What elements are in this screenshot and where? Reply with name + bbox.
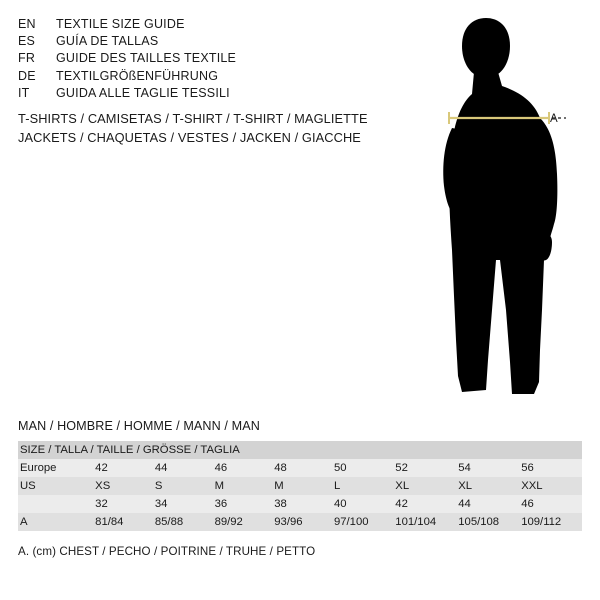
table-header-row xyxy=(18,441,582,459)
cell: 40 xyxy=(332,495,393,513)
table-row xyxy=(18,513,582,531)
cell: 97/100 xyxy=(332,513,393,531)
language-row xyxy=(18,50,348,67)
cell: 42 xyxy=(393,495,456,513)
cell: 32 xyxy=(93,495,153,513)
garment-category-list xyxy=(18,110,378,147)
table-row xyxy=(18,459,582,477)
language-row xyxy=(18,16,348,33)
cell: 36 xyxy=(213,495,273,513)
cell: 34 xyxy=(153,495,213,513)
language-code: IT xyxy=(18,85,30,100)
cell: M xyxy=(213,477,273,495)
cell: XL xyxy=(393,477,456,495)
size-table-wrapper xyxy=(18,441,582,531)
cell: 52 xyxy=(393,459,456,477)
cell: L xyxy=(332,477,393,495)
language-code: EN xyxy=(18,17,36,31)
cell: 89/92 xyxy=(213,513,273,531)
measurement-footnote: A. (cm) CHEST / PECHO / POITRINE / TRUHE / PETTO xyxy=(18,545,316,558)
language-title: GUIDA ALLE TAGLIE TESSILI xyxy=(56,85,230,100)
cell: 50 xyxy=(332,459,393,477)
language-code: FR xyxy=(18,51,36,66)
row-label: Europe xyxy=(18,459,93,477)
row-label xyxy=(18,495,93,513)
cell: 54 xyxy=(456,459,519,477)
cell: 93/96 xyxy=(272,513,332,531)
table-header-label: SIZE / TALLA / TAILLE / GRÖSSE / TAGLIA xyxy=(18,441,582,459)
cell: 81/84 xyxy=(93,513,153,531)
category-tshirts: T-SHIRTS / CAMISETAS / T-SHIRT / T-SHIRT / MAGLIETTE xyxy=(18,111,368,126)
cell: 44 xyxy=(153,459,213,477)
language-title: GUIDE DES TAILLES TEXTILE xyxy=(56,51,237,66)
language-code: ES xyxy=(18,34,36,49)
cell: 109/112 xyxy=(519,513,582,531)
gender-heading: MAN / HOMBRE / HOMME / MANN / MAN xyxy=(18,419,260,433)
cell: 101/104 xyxy=(393,513,456,531)
row-label: US xyxy=(18,477,93,495)
cell: XXL xyxy=(519,477,582,495)
cell: 105/108 xyxy=(456,513,519,531)
row-label: A xyxy=(18,513,93,531)
size-table xyxy=(18,441,582,531)
table-row xyxy=(18,477,582,495)
male-torso-silhouette-svg xyxy=(400,10,600,410)
cell: 56 xyxy=(519,459,582,477)
figure-illustration xyxy=(400,10,600,410)
cell: M xyxy=(272,477,332,495)
language-list xyxy=(18,16,348,102)
cell: XS xyxy=(93,477,153,495)
language-row xyxy=(18,85,348,102)
chest-measure-label: A xyxy=(550,113,558,125)
table-row xyxy=(18,495,582,513)
cell: 46 xyxy=(213,459,273,477)
cell: 38 xyxy=(272,495,332,513)
cell: XL xyxy=(456,477,519,495)
category-jackets: JACKETS / CHAQUETAS / VESTES / JACKEN / GIACCHE xyxy=(18,129,361,145)
language-row xyxy=(18,33,348,50)
cell: S xyxy=(153,477,213,495)
cell: 46 xyxy=(519,495,582,513)
cell: 48 xyxy=(272,459,332,477)
cell: 85/88 xyxy=(153,513,213,531)
language-title: GUÍA DE TALLAS xyxy=(56,34,159,49)
language-code: DE xyxy=(18,68,36,83)
language-title: TEXTILGRÖßENFÜHRUNG xyxy=(56,68,219,83)
language-title: TEXTILE SIZE GUIDE xyxy=(56,17,185,31)
language-row xyxy=(18,68,348,85)
cell: 42 xyxy=(93,459,153,477)
cell: 44 xyxy=(456,495,519,513)
